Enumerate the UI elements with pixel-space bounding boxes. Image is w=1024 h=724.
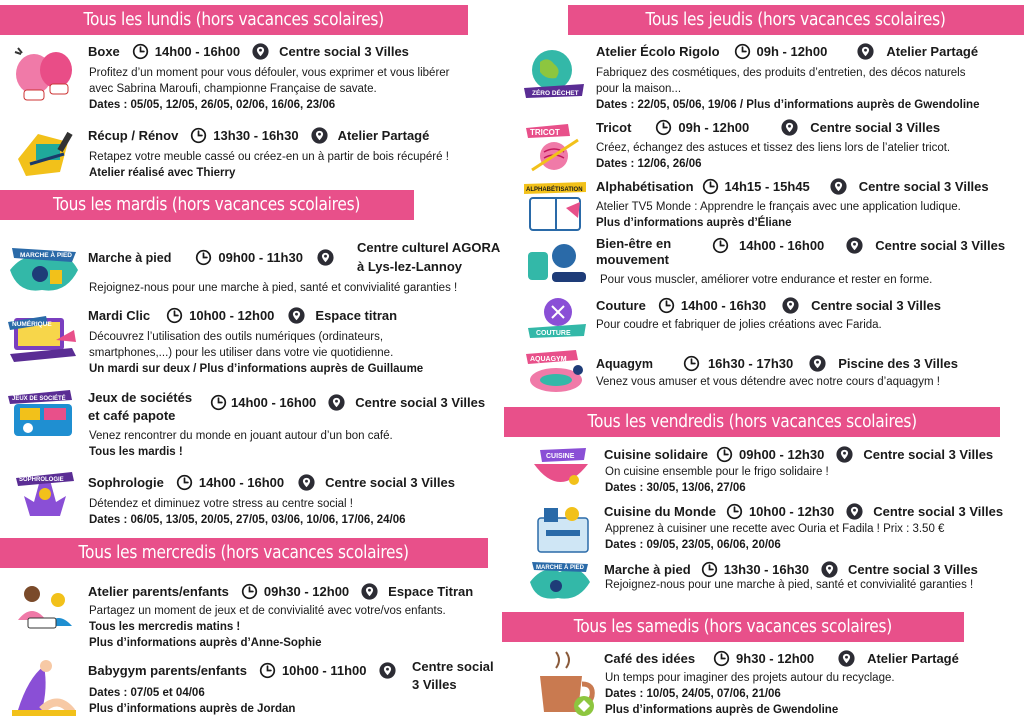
activity-title: Aquagym [596,356,653,371]
clock-icon [195,249,212,266]
activity-description: avec Sabrina Maroufi, championne Française de savate. [89,83,377,95]
clock-icon [655,119,672,136]
activity-note: Plus d’informations auprès d’Anne-Sophie [89,637,322,649]
cooking-pot-icon [526,442,594,494]
activity-place: Centre social 3 Villes [858,179,989,194]
clock-icon [713,650,730,667]
couture-header [596,297,941,314]
activity-time: 14h00 - 16h00 [154,44,241,59]
activity-dates: Dates : 12/06, 26/06 [596,158,702,170]
clock-icon [176,474,193,491]
section-title: Tous les mardis (hors vacances scolaires) [53,195,361,215]
section-header-mercredi [0,538,488,568]
activity-description: Retapez votre meuble cassé ou créez-en un à partir de bois récupéré ! [89,151,449,163]
activity-place: Atelier Partagé [867,651,959,666]
location-pin-icon [298,474,315,491]
activity-title: Cuisine solidaire [604,447,709,462]
activity-note: Plus d’informations auprès d’Éliane [596,217,792,229]
chair-icon [8,124,80,182]
activity-description: Atelier TV5 Monde : Apprendre le français avec une application ludique. [596,201,961,213]
activity-title: Boxe [88,44,120,59]
laptop-icon [6,310,80,364]
clock-icon [166,307,183,324]
section-title: Tous les lundis (hors vacances scolaires) [83,10,385,30]
activity-place: Centre culturel AGORA [357,240,501,255]
knitting-icon [522,118,588,174]
activity-description: Un temps pour imaginer des projets autour du recyclage. [605,672,895,684]
activity-time: 14h15 - 15h45 [724,179,810,194]
walking-icon [6,240,80,296]
activity-time: 09h00 - 11h30 [218,250,303,265]
location-pin-icon [252,43,269,60]
earth-icon [518,44,590,102]
activity-time: 14h00 - 16h00 [198,475,285,490]
activity-place: Centre social 3 Villes [875,238,1006,253]
location-pin-icon [361,583,378,600]
tricot-header [596,119,940,136]
activity-title: Cuisine du Monde [604,504,716,519]
clock-icon [716,446,733,463]
activity-place: Centre social 3 Villes [355,395,486,410]
activity-time: 09h00 - 12h30 [739,447,825,462]
activity-place: Espace Titran [388,584,474,599]
activity-description: Profitez d’un moment pour vous défouler, vous exprimer et vous libérer [89,67,450,79]
activity-title: Café des idées [604,651,696,666]
location-pin-icon [809,355,826,372]
icon-label: MARCHE À PIED [20,252,73,259]
marche2-header [604,561,978,578]
icon-label: JEUX DE SOCIÉTÉ [12,396,66,402]
recup-header [88,127,429,144]
bienetre-header [712,237,1005,254]
location-pin-icon [836,446,853,463]
activity-title: Marche à pied [88,250,172,265]
activity-note: Plus d’informations auprès de Gwendoline [605,704,839,716]
clock-icon [734,43,751,60]
location-pin-icon [857,43,874,60]
location-pin-icon [328,394,345,411]
section-title: Tous les jeudis (hors vacances scolaires) [645,10,947,30]
activity-dates: Dates : 05/05, 12/05, 26/05, 02/06, 16/06, 23/06 [89,99,336,111]
section-header-lundi [0,5,468,35]
section-header-mardi [0,190,414,220]
bienetre-title: mouvement [596,252,669,267]
activity-time: 16h30 - 17h30 [707,356,794,371]
activity-title: Sophrologie [88,475,164,490]
activity-time: 9h30 - 12h00 [736,651,815,666]
activity-dates: Dates : 06/05, 13/05, 20/05, 27/05, 03/06, 10/06, 17/06, 24/06 [89,514,406,526]
cuisine-header [604,446,993,463]
activity-place: Centre social 3 Villes [863,447,994,462]
aquagym-header [596,355,958,372]
icon-label: TRICOT [530,128,560,137]
icon-label: AQUAGYM [530,356,567,363]
activity-description: Créez, échangez des astuces et tissez des liens lors de l’atelier tricot. [596,142,951,154]
activity-title: Couture [596,298,646,313]
section-header-samedi [502,612,964,642]
icon-label: COUTURE [536,330,571,337]
activity-description: Rejoignez-nous pour une marche à pied, santé et convivialité garanties ! [605,579,974,591]
ecolo-header [596,43,978,60]
clock-icon [683,355,700,372]
baby-gym-icon [8,658,80,720]
cafe-header [604,650,959,667]
clock-icon [712,237,729,254]
activity-title: Alphabétisation [596,179,694,194]
location-pin-icon [379,662,396,679]
clock-icon [726,503,743,520]
activity-title: Récup / Rénov [88,128,179,143]
sewing-icon [524,292,590,344]
clock-icon [132,43,149,60]
activity-title: Tricot [596,120,632,135]
icon-label: MARCHE À PIED [536,565,585,571]
icon-label: ZÉRO DÉCHET [532,90,579,97]
activity-place: à Lys-lez-Lannoy [357,259,462,274]
family-icon [10,580,80,636]
icon-label: NUMÉRIQUE [12,321,52,328]
clock-icon [658,297,675,314]
activity-time: 13h30 - 16h30 [213,128,299,143]
activity-description: Venez vous amuser et vous détendre avec notre cours d’aquagym ! [596,376,940,388]
jeux-title: Jeux de sociétés [88,390,193,405]
marche-header [88,249,334,266]
activity-title: Marche à pied [604,562,691,577]
activity-note: Tous les mardis ! [89,446,183,458]
activity-time: 09h30 - 12h00 [263,584,350,599]
location-pin-icon [317,249,334,266]
boxe-header [88,43,409,60]
section-header-jeudi [568,5,1024,35]
activity-note: Atelier réalisé avec Thierry [89,167,236,179]
activity-description: Partagez un moment de jeux et de convivialité avec votre/vos enfants. [89,605,446,617]
mardiclic-header [88,307,397,324]
location-pin-icon [838,650,855,667]
activity-description: smartphones,...) pour les utiliser dans votre vie quotidienne. [89,347,394,359]
activity-dates: Dates : 30/05, 13/06, 27/06 [605,482,746,494]
activity-title: Mardi Clic [88,308,151,323]
activity-place: Atelier Partagé [886,44,979,59]
activity-time: 14h00 - 16h00 [739,238,825,253]
icon-label: CUISINE [546,453,575,460]
activity-description: Venez rencontrer du monde en jouant autour d’un bon café. [89,430,393,442]
activity-place: Atelier Partagé [337,128,430,143]
boxing-gloves-icon [10,44,80,102]
section-title: Tous les vendredis (hors vacances scolaires) [587,412,917,432]
activity-dates: Dates : 22/05, 05/06, 19/06 / Plus d’informations auprès de Gwendoline [596,99,980,111]
activity-time: 10h00 - 11h00 [281,663,367,678]
activity-title: Babygym parents/enfants [88,663,247,678]
activity-description: Détendez et diminuez votre stress au centre social ! [89,498,353,510]
activity-title: Atelier Écolo Rigolo [596,44,720,59]
activity-place: Piscine des 3 Villes [838,356,958,371]
walking-icon [526,556,592,602]
location-pin-icon [288,307,305,324]
activity-title: Atelier parents/enfants [88,584,229,599]
activity-description: pour la maison... [596,83,682,95]
activity-place: Centre social 3 Villes [810,120,941,135]
location-pin-icon [781,119,798,136]
clock-icon [701,561,718,578]
activity-time: 09h - 12h00 [678,120,750,135]
clock-icon [210,394,227,411]
alpha-header [596,178,989,195]
activity-note: Tous les mercredis matins ! [89,621,241,633]
clock-icon [241,583,258,600]
activity-place: Centre social 3 Villes [325,475,455,490]
activity-dates: Dates : 07/05 et 04/06 [89,687,205,699]
activity-description: Apprenez à cuisiner une recette avec Ouria et Fadila ! Prix : 3.50 € [605,523,945,535]
location-pin-icon [846,237,863,254]
jeux-header [210,394,485,411]
section-title: Tous les samedis (hors vacances scolaires) [573,617,893,637]
activity-time: 10h00 - 12h00 [189,308,275,323]
parents-header [88,583,473,600]
location-pin-icon [311,127,328,144]
activity-dates: Dates : 10/05, 24/05, 07/06, 21/06 [605,688,781,700]
location-pin-icon [821,561,838,578]
activity-time: 10h00 - 12h30 [748,504,835,519]
activity-place: Centre social [412,659,494,674]
sophro-header [88,474,455,491]
coffee-cup-icon [532,648,602,720]
activity-place: Centre social 3 Villes [811,298,941,313]
clock-icon [190,127,207,144]
activity-description: Fabriquez des cosmétiques, des produits d’entretien, des décos naturels [596,67,966,79]
clock-icon [702,178,719,195]
icon-label: SOPHROLOGIE [19,477,64,483]
activity-dates: Dates : 09/05, 23/05, 06/06, 20/06 [605,539,781,551]
activity-time: 14h00 - 16h30 [680,298,767,313]
activity-description: On cuisine ensemble pour le frigo solidaire ! [605,466,829,478]
clock-icon [259,662,276,679]
activity-note: Plus d’informations auprès de Jordan [89,703,296,715]
section-header-vendredi [504,407,1000,437]
section-title: Tous les mercredis (hors vacances scolaires) [78,543,410,563]
activity-place: Espace titran [315,308,398,323]
jeux-title: et café papote [88,408,176,423]
meditation-icon [10,466,80,522]
board-game-icon [6,386,80,442]
swimming-icon [522,346,590,398]
activity-time: 09h - 12h00 [756,44,828,59]
activity-place: 3 Villes [412,677,457,692]
kitchen-icon [532,500,594,556]
babygym-header [88,662,396,679]
location-pin-icon [846,503,863,520]
bienetre-title: Bien-être en [596,236,672,251]
activity-time: 14h00 - 16h00 [231,395,317,410]
activity-place: Centre social 3 Villes [847,562,978,577]
location-pin-icon [782,297,799,314]
location-pin-icon [830,178,847,195]
activity-description: Découvrez l’utilisation des outils numériques (ordinateurs, [89,331,384,343]
monde-header [604,503,1003,520]
activity-time: 13h30 - 16h30 [723,562,809,577]
activity-description: Pour vous muscler, améliorer votre endurance et rester en forme. [600,274,933,286]
fitness-icon [524,236,590,288]
activity-note: Un mardi sur deux / Plus d’informations auprès de Guillaume [89,363,424,375]
alphabet-icon [520,178,590,234]
activity-description: Rejoignez-nous pour une marche à pied, santé et convivialité garanties ! [89,282,458,294]
activity-place: Centre social 3 Villes [279,44,409,59]
activity-place: Centre social 3 Villes [873,504,1004,519]
activity-description: Pour coudre et fabriquer de jolies créations avec Farida. [596,319,882,331]
icon-label: ALPHABÉTISATION [526,187,583,193]
